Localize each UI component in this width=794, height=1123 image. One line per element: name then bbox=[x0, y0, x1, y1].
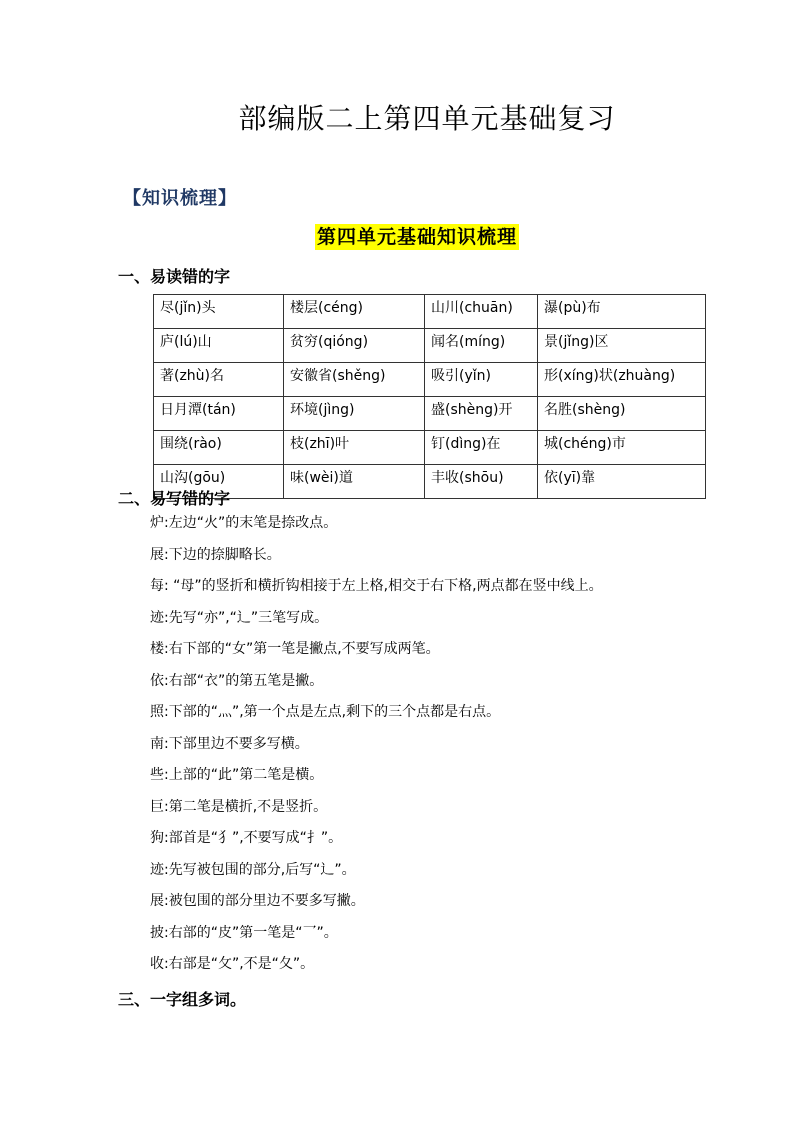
table-cell: 枝(zhī)叶 bbox=[284, 431, 425, 465]
table-row bbox=[154, 397, 706, 431]
table-cell: 安徽省(shěng) bbox=[284, 363, 425, 397]
table-cell: 山川(chuān) bbox=[425, 295, 538, 329]
section1-heading: 一、易读错的字 bbox=[118, 267, 231, 286]
list-item: 迹:先写“亦”,“辶”三笔写成。 bbox=[150, 609, 329, 626]
list-item: 迹:先写被包围的部分,后写“辶”。 bbox=[150, 861, 356, 878]
table-row bbox=[154, 329, 706, 363]
table-cell: 楼层(céng) bbox=[284, 295, 425, 329]
table-row bbox=[154, 295, 706, 329]
table-cell: 味(wèi)道 bbox=[284, 465, 425, 499]
table-cell: 盛(shèng)开 bbox=[425, 397, 538, 431]
list-item: 展:下边的捺脚略长。 bbox=[150, 546, 281, 563]
table-cell: 形(xíng)状(zhuàng) bbox=[538, 363, 706, 397]
list-item: 楼:右下部的“女”第一笔是撇点,不要写成两笔。 bbox=[150, 641, 440, 657]
writing-notes-list bbox=[150, 513, 603, 986]
list-item: 狗:部首是“犭”,不要写成“扌”。 bbox=[150, 830, 343, 846]
table-row bbox=[154, 465, 706, 499]
misread-characters-table bbox=[153, 294, 706, 499]
section2-heading: 二、易写错的字 bbox=[118, 489, 231, 508]
table-cell: 钉(dìng)在 bbox=[425, 431, 538, 465]
list-item: 南:下部里边不要多写横。 bbox=[150, 735, 309, 752]
table-cell: 尽(jǐn)头 bbox=[154, 295, 284, 329]
table-row bbox=[154, 363, 706, 397]
table-cell: 依(yī)靠 bbox=[538, 465, 706, 499]
knowledge-section-label: 【知识梳理】 bbox=[123, 188, 237, 209]
section3-heading: 三、一字组多词。 bbox=[118, 990, 247, 1009]
table-cell: 闻名(míng) bbox=[425, 329, 538, 363]
table-row bbox=[154, 431, 706, 465]
table-cell: 景(jǐng)区 bbox=[538, 329, 706, 363]
table-cell: 围绕(rào) bbox=[154, 431, 284, 465]
page-title: 部编版二上第四单元基础复习 bbox=[238, 102, 616, 135]
table-cell: 环境(jìng) bbox=[284, 397, 425, 431]
list-item: 收:右部是“攵”,不是“夂”。 bbox=[150, 956, 315, 972]
table-cell: 丰收(shōu) bbox=[425, 465, 538, 499]
list-item: 披:右部的“皮”第一笔是“乛”。 bbox=[150, 924, 338, 941]
list-item: 些:上部的“此”第二笔是横。 bbox=[150, 767, 324, 783]
table-cell: 庐(lú)山 bbox=[154, 329, 284, 363]
table-cell: 著(zhù)名 bbox=[154, 363, 284, 397]
table-cell: 名胜(shèng) bbox=[538, 397, 706, 431]
highlight-heading: 第四单元基础知识梳理 bbox=[316, 226, 517, 248]
list-item: 炉:左边“火”的末笔是捺改点。 bbox=[150, 515, 338, 531]
table-cell: 日月潭(tán) bbox=[154, 397, 284, 431]
table-cell: 贫穷(qióng) bbox=[284, 329, 425, 363]
table-cell: 吸引(yǐn) bbox=[425, 363, 538, 397]
table-cell: 瀑(pù)布 bbox=[538, 295, 706, 329]
list-item: 巨:第二笔是横折,不是竖折。 bbox=[150, 798, 328, 815]
table-cell: 城(chéng)市 bbox=[538, 431, 706, 465]
list-item: 照:下部的“灬”,第一个点是左点,剩下的三个点都是右点。 bbox=[150, 704, 501, 720]
list-item: 每: “母”的竖折和横折钩相接于左上格,相交于右下格,两点都在竖中线上。 bbox=[150, 578, 603, 594]
table-cell: 山沟(gōu) bbox=[154, 465, 284, 499]
list-item: 展:被包围的部分里边不要多写撇。 bbox=[150, 893, 365, 909]
list-item: 依:右部“衣”的第五笔是撇。 bbox=[150, 672, 324, 689]
highlight-heading-container bbox=[0, 224, 794, 250]
